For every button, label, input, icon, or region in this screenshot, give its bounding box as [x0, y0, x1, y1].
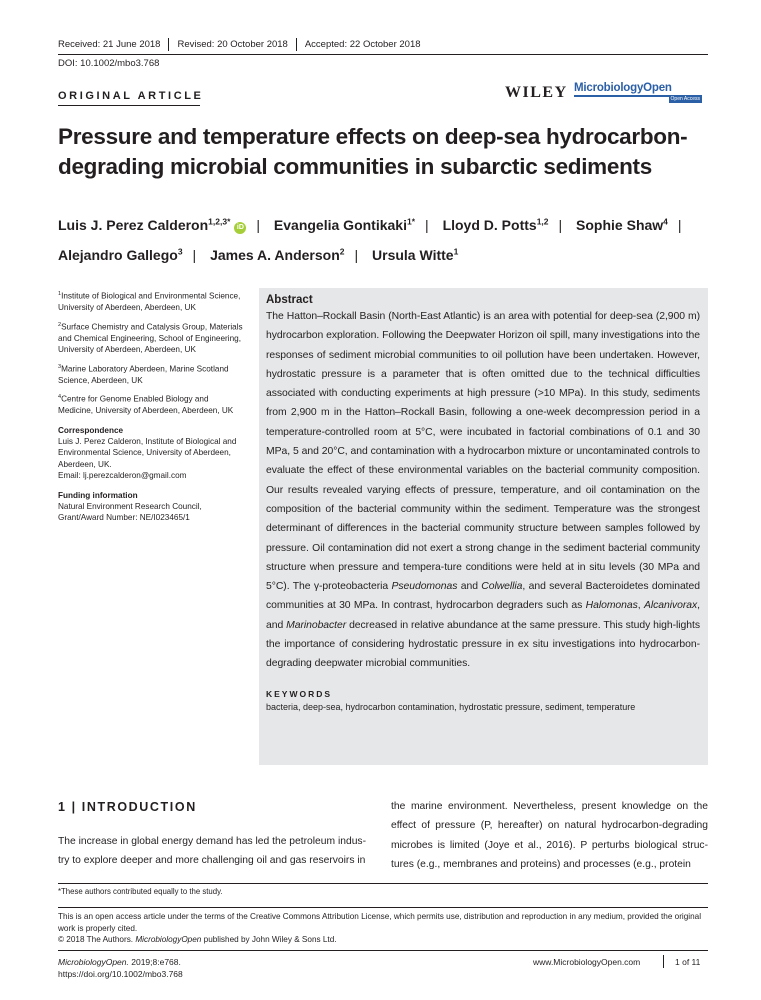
- author[interactable]: Alejandro Gallego$^3$: [58, 246, 183, 264]
- article-info-column: [58, 289, 243, 524]
- citation-url[interactable]: https://doi.org/10.1002/mbo3.768: [58, 969, 183, 979]
- header-rule: [58, 54, 708, 55]
- author-separator: |: [677, 216, 682, 233]
- accepted-date: Accepted: 22 October 2018: [296, 38, 429, 51]
- abstract-heading: Abstract: [266, 294, 313, 306]
- author[interactable]: Evangelia Gontikaki$^{1*}$: [273, 216, 416, 233]
- funding-text: Natural Environment Research Council, Grant/Award Number: NE/I023465/1: [58, 502, 202, 523]
- author[interactable]: Luis J. Perez Calderon$^{1,2,3*}$: [58, 216, 231, 233]
- correspondence-text: Luis J. Perez Calderon, Institute of Biological and Environmental Science, University of Aberdeen, Aberdeen, UK.: [58, 437, 237, 469]
- orcid-icon[interactable]: iD: [234, 222, 246, 234]
- journal-name: MicrobiologyOpen: [574, 82, 672, 94]
- page-separator: [663, 955, 664, 968]
- article-type-rule: [58, 105, 200, 106]
- abstract-box: [259, 288, 708, 765]
- introduction-text-right: the marine environment. Nevertheless, present knowledge on the effect of pressure (P, hereafter) on natural hydrocarbon-degrading microbes is limited (Joye et al., 2016). P perturbs biological struc-tures (e.g., membranes and proteins) and processes (e.g., protein: [391, 801, 708, 870]
- revised-date: Revised: 20 October 2018: [168, 38, 295, 51]
- footnote: *These authors contributed equally to the study.: [58, 887, 223, 896]
- abstract-text: The Hatton–Rockall Basin (North-East Atlantic) is an area with potential for deep-sea (2,900 m) hydrocarbon exploration. Following the Deepwater Horizon oil spill, many investigations into the responses of sediment microbial communities to oil pollution have been undertaken. However, hydrostatic pressure is a parameter that is often omitted due to the technical difficulties associated with conducting experiments at high pressure (>10 MPa). In this study, sediments from 2,900 m in the Hatton–Rockall Basin, following a one-week decompression period in a temperature-controlled room at 5°C, were incubated in factorial combinations of 0.1 and 30 MPa, 5 and 20°C, and contamination with a hydrocarbon mixture or uncontaminated controls to evaluate the effect of these environmental variables on the bacterial community composition. Our results revealed varying effects of pressure, temperature, and oil contamination on the composition of the bacterial community within the sediment. Temperature was the strongest determinant of differences in the bacterial community structure between samples followed by pressure. Oil contamination did not exert a strong change in the sediment bacterial community structure when pressure and tempera-ture conditions were held at in situ levels (30 MPa and 5°C). The γ-proteobacteria Pseudomonas and Colwellia, and several Bacteroidetes dominated communities at 30 MPa. In contrast, hydrocarbon degraders such as Halomonas, Alcanivorax, and Marinobacter decreased in relative abundance at the same pressure. This study high-lights the importance of considering hydrostatic pressure in ex situ investigations into hydrocarbon-degrading deepwater microbial communities.: [266, 311, 700, 670]
- doi[interactable]: DOI: 10.1002/mbo3.768: [58, 58, 160, 69]
- license-text: This is an open access article under the terms of the Creative Commons Attribution License, which permits use, distribution and reproduction in any medium, provided the original work is properly cited.: [58, 912, 702, 933]
- author[interactable]: Lloyd D. Potts$^{1,2}$: [442, 216, 549, 233]
- correspondence-email[interactable]: Email: lj.perezcalderon@gmail.com: [58, 471, 187, 481]
- publisher-logo: WILEY: [505, 84, 568, 101]
- author-separator: |: [425, 216, 429, 233]
- page-number: 1 of 11: [675, 957, 701, 967]
- received-date: Received: 21 June 2018: [58, 39, 161, 50]
- author[interactable]: Sophie Shaw$^4$: [576, 216, 668, 233]
- affiliation: $^1$Institute of Biological and Environmental Science, University of Aberdeen, Aberdeen, UK: [58, 291, 241, 313]
- introduction-heading: 1 | INTRODUCTION: [58, 800, 197, 814]
- keywords: bacteria, deep-sea, hydrocarbon contamination, hydrostatic pressure, sediment, temperature: [266, 701, 636, 712]
- article-title: Pressure and temperature effects on deep-sea hydrocarbon-degrading microbial communities in subarctic sediments: [58, 124, 688, 179]
- author-separator: |: [354, 247, 359, 264]
- author-list: [58, 208, 708, 269]
- footnote-rule: [58, 883, 708, 884]
- funding-heading: Funding information: [58, 490, 138, 500]
- citation: MicrobiologyOpen. 2019;8:e768.: [58, 957, 181, 967]
- copyright: © 2018 The Authors. MicrobiologyOpen published by John Wiley & Sons Ltd.: [58, 935, 337, 945]
- author-separator: |: [192, 247, 197, 264]
- footer-rule: [58, 950, 708, 951]
- author[interactable]: James A. Anderson$^2$: [210, 246, 345, 264]
- open-access-badge: Open Access: [670, 96, 700, 102]
- article-dates: [58, 38, 429, 51]
- affiliation: $^3$Marine Laboratory Aberdeen, Marine Scotland Science, Aberdeen, UK: [58, 363, 229, 385]
- author[interactable]: Ursula Witte$^1$: [372, 246, 459, 264]
- introduction-text-left: The increase in global energy demand has led the petroleum indus-try to explore deeper and more challenging oil and gas reservoirs in: [58, 836, 366, 867]
- journal-website[interactable]: www.MicrobiologyOpen.com: [533, 957, 641, 967]
- license-block: [58, 911, 708, 946]
- correspondence-heading: Correspondence: [58, 425, 124, 435]
- license-rule: [58, 907, 708, 908]
- author-separator: |: [256, 216, 261, 233]
- affiliation: $^2$Surface Chemistry and Catalysis Group, Materials and Chemical Engineering, School of Engineering, University of Aberdeen, Aberdeen, UK: [58, 321, 243, 355]
- affiliation: $^4$Centre for Genome Enabled Biology and Medicine, University of Aberdeen, Aberdeen, UK: [58, 394, 234, 416]
- author-separator: |: [558, 216, 563, 233]
- article-type: ORIGINAL ARTICLE: [58, 90, 204, 102]
- journal-logo: [574, 82, 702, 102]
- keywords-heading: KEYWORDS: [266, 688, 333, 699]
